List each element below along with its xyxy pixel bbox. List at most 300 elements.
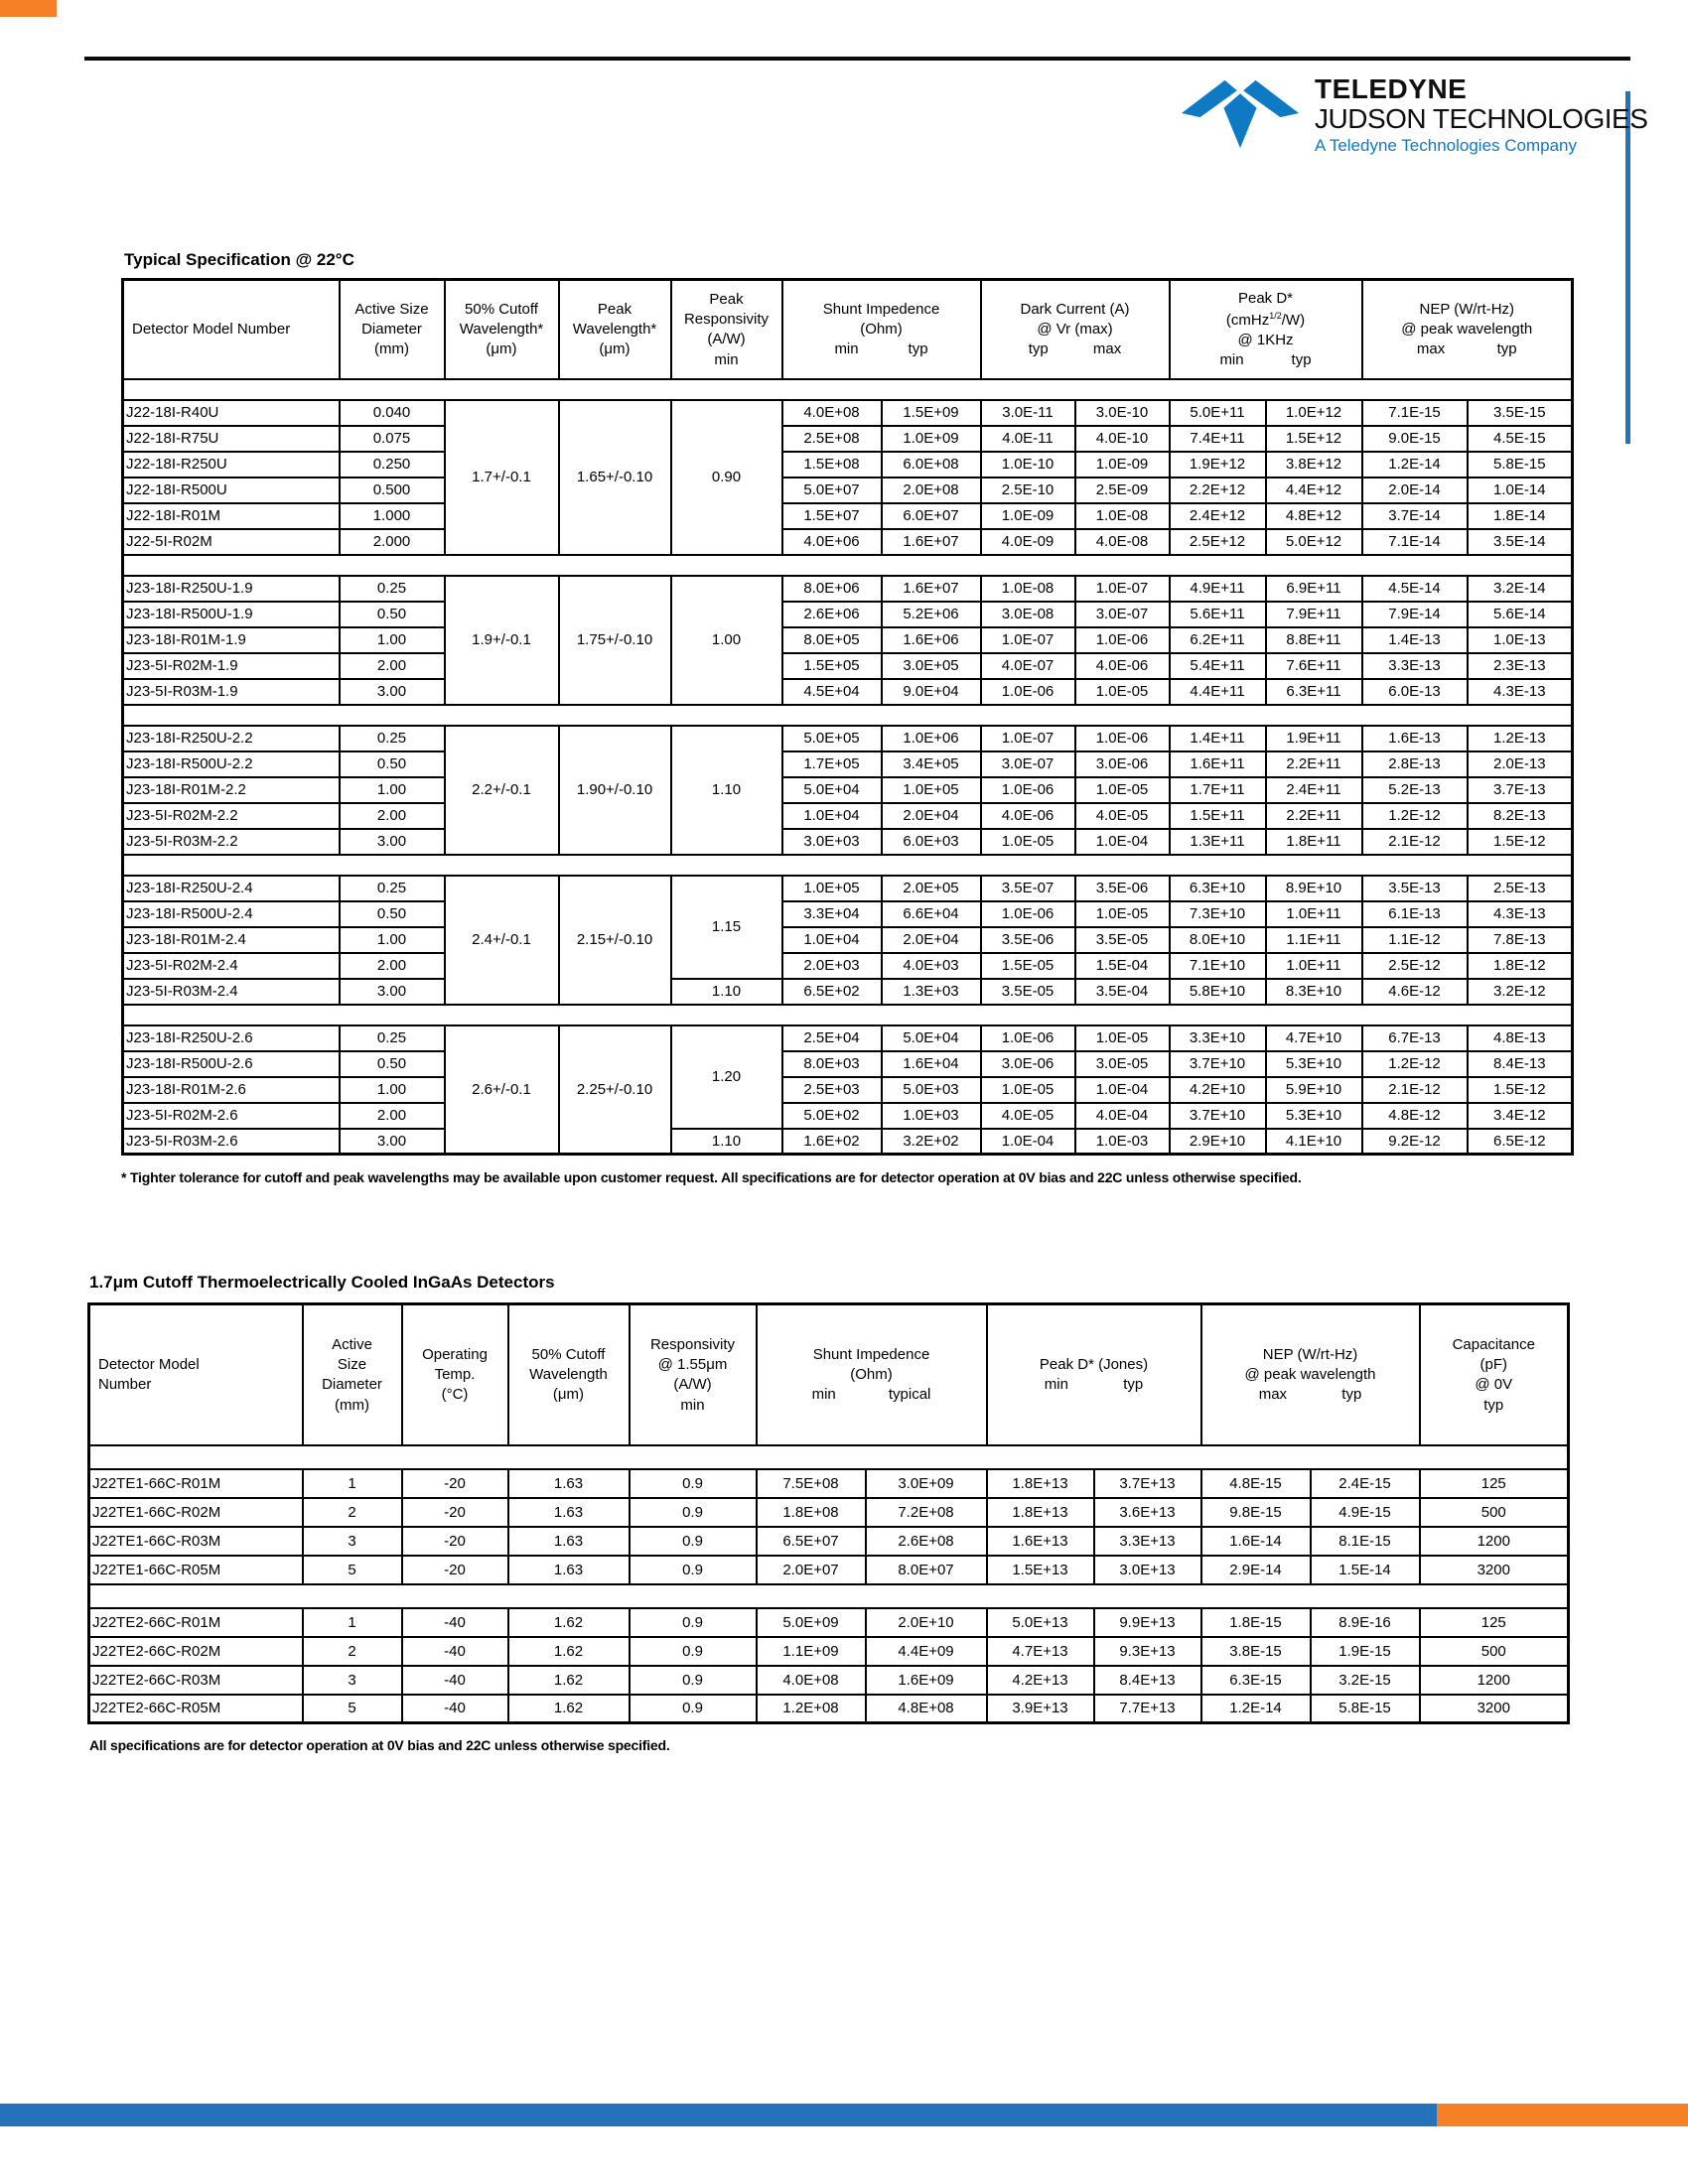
spec-table-row (123, 1077, 1573, 1103)
diameter-cell: 5 (303, 1695, 402, 1723)
diameter-cell: 2.00 (340, 953, 445, 979)
value-cell: 1.7E+11 (1170, 777, 1266, 803)
header-frag: (cmHz (1225, 311, 1270, 329)
value-cell: 4.5E+04 (782, 679, 882, 705)
value-cell: 5.6E+11 (1170, 602, 1266, 627)
value-cell: 1.0E-13 (1468, 627, 1573, 653)
diameter-cell: 1.000 (340, 503, 445, 529)
value-cell: 5.8E-15 (1311, 1695, 1420, 1723)
value-cell: 2.6E+08 (866, 1527, 987, 1556)
value-cell: 8.4E+13 (1094, 1666, 1201, 1695)
value-cell: 4.5E-15 (1468, 426, 1573, 452)
value-cell: 7.8E-13 (1468, 927, 1573, 953)
value-cell: 1.0E+05 (782, 876, 882, 901)
header-line: @ peak wavelength (1244, 1366, 1376, 1384)
value-cell: 5.0E+13 (987, 1608, 1094, 1637)
cutoff-wavelength-cell: 1.63 (508, 1527, 630, 1556)
value-cell: 7.4E+11 (1170, 426, 1266, 452)
header-line: NEP (W/rt-Hz) (1262, 1345, 1358, 1363)
value-cell: 6.2E+11 (1170, 627, 1266, 653)
cutoff-wavelength-cell: 1.62 (508, 1695, 630, 1723)
te-table-title: 1.7μm Cutoff Thermoelectrically Cooled InGaAs Detectors (89, 1273, 555, 1292)
value-cell: 5.3E+10 (1266, 1051, 1362, 1077)
value-cell: 1.6E+07 (882, 576, 981, 602)
diameter-cell: 3 (303, 1666, 402, 1695)
col-header-model (89, 1304, 303, 1445)
value-cell: 1.2E-14 (1201, 1695, 1311, 1723)
diameter-cell: 0.040 (340, 400, 445, 426)
value-cell: 3.7E-13 (1468, 777, 1573, 803)
responsivity-cell: 1.00 (671, 576, 782, 705)
cutoff-wavelength-cell: 1.62 (508, 1666, 630, 1695)
value-cell: 1.2E-12 (1362, 1051, 1468, 1077)
value-cell: 5.0E+04 (882, 1025, 981, 1051)
cutoff-wavelength-cell: 1.63 (508, 1498, 630, 1527)
value-cell: 7.5E+08 (757, 1469, 866, 1498)
value-cell: 1.8E+11 (1266, 829, 1362, 855)
value-cell: 4.8E-15 (1201, 1469, 1311, 1498)
value-cell: 1.2E-12 (1362, 803, 1468, 829)
responsivity-cell: 1.10 (671, 979, 782, 1005)
model-cell: J22-18I-R01M (123, 503, 340, 529)
value-cell: 5.0E+02 (782, 1103, 882, 1129)
group-gap-row (89, 1584, 1569, 1608)
value-cell: 4.8E+08 (866, 1695, 987, 1723)
value-cell: 8.3E+10 (1266, 979, 1362, 1005)
value-cell: 3.7E-14 (1362, 503, 1468, 529)
value-cell: 1.2E+08 (757, 1695, 866, 1723)
value-cell: 1.0E+04 (782, 927, 882, 953)
value-cell: 3.2E-15 (1311, 1666, 1420, 1695)
value-cell: 5.8E+10 (1170, 979, 1266, 1005)
responsivity-cell: 0.9 (630, 1527, 757, 1556)
value-cell: 4.0E+06 (782, 529, 882, 555)
value-cell: 6.0E+03 (882, 829, 981, 855)
value-cell: 1.0E-08 (981, 576, 1075, 602)
value-cell: 1.0E-14 (1468, 478, 1573, 503)
min-typical-labels (760, 1386, 984, 1403)
value-cell: 2.4E-15 (1311, 1469, 1420, 1498)
value-cell: 3.5E-06 (981, 927, 1075, 953)
value-cell: 1.0E-05 (1075, 901, 1170, 927)
value-cell: 2.9E+10 (1170, 1129, 1266, 1155)
header-line: 50% Cutoff (465, 300, 538, 318)
value-cell: 3.3E+04 (782, 901, 882, 927)
header-line: (μm) (486, 341, 517, 358)
value-cell: 6.5E+02 (782, 979, 882, 1005)
value-cell: 7.7E+13 (1094, 1695, 1201, 1723)
value-cell: 2.3E-13 (1468, 653, 1573, 679)
header-sub: max (1416, 341, 1446, 358)
col-header-operating-temp (402, 1304, 508, 1445)
col-header-cutoff (445, 280, 559, 379)
value-cell: 3.7E+13 (1094, 1469, 1201, 1498)
teledyne-arrow-icon (1182, 79, 1299, 149)
value-cell: 8.0E+10 (1170, 927, 1266, 953)
spec-table-row (123, 426, 1573, 452)
header-line: Peak (709, 290, 744, 308)
value-cell: 5.2E+06 (882, 602, 981, 627)
value-cell: 1.0E+06 (882, 726, 981, 751)
value-cell: 2.0E+08 (882, 478, 981, 503)
value-cell: 3.4E-12 (1468, 1103, 1573, 1129)
value-cell: 6.5E+07 (757, 1527, 866, 1556)
value-cell: 3200 (1420, 1556, 1569, 1584)
value-cell: 2.5E+08 (782, 426, 882, 452)
header-line: @ 1KHz (1237, 331, 1294, 348)
cutoff-wavelength-cell: 1.9+/-0.1 (445, 576, 559, 705)
value-cell: 1.0E-09 (1075, 452, 1170, 478)
value-cell: 1.0E-05 (1075, 1025, 1170, 1051)
value-cell: 2.6E+06 (782, 602, 882, 627)
value-cell: 2.0E+04 (882, 803, 981, 829)
value-cell: 1.5E+11 (1170, 803, 1266, 829)
logo-tagline: A Teledyne Technologies Company (1315, 136, 1577, 156)
diameter-cell: 3.00 (340, 979, 445, 1005)
value-cell: 2.0E+03 (782, 953, 882, 979)
value-cell: 1.0E+11 (1266, 901, 1362, 927)
typ-max-labels (984, 341, 1167, 357)
value-cell: 1.5E-05 (981, 953, 1075, 979)
value-cell: 3.0E-11 (981, 400, 1075, 426)
spec-table-row (123, 1051, 1573, 1077)
value-cell: 8.2E-13 (1468, 803, 1573, 829)
value-cell: 4.0E+03 (882, 953, 981, 979)
header-line: Responsivity (683, 311, 770, 328)
value-cell: 1.2E-13 (1468, 726, 1573, 751)
value-cell: 1.0E+09 (882, 426, 981, 452)
value-cell: 4.1E+10 (1266, 1129, 1362, 1155)
model-cell: J23-18I-R250U-2.4 (123, 876, 340, 901)
value-cell: 2.4E+11 (1266, 777, 1362, 803)
value-cell: 5.0E+03 (882, 1077, 981, 1103)
group-gap-row (123, 555, 1573, 576)
te-table-footnote: All specifications are for detector operation at 0V bias and 22C unless otherwise specified. (89, 1737, 670, 1753)
model-cell: J22-18I-R75U (123, 426, 340, 452)
value-cell: 3.5E-05 (1075, 927, 1170, 953)
value-cell: 3.6E+13 (1094, 1498, 1201, 1527)
header-sub: typ (908, 341, 928, 358)
header-line: (Ohm) (850, 1366, 893, 1384)
min-typ-labels (1173, 351, 1359, 368)
value-cell: 3.7E+10 (1170, 1103, 1266, 1129)
header-line: Temp. (434, 1366, 476, 1384)
value-cell: 4.4E+09 (866, 1637, 987, 1666)
model-cell: J22TE1-66C-R03M (89, 1527, 303, 1556)
header-line: Detector Model (98, 1356, 200, 1373)
value-cell: 3.8E-15 (1201, 1637, 1311, 1666)
value-cell: 4.0E+08 (782, 400, 882, 426)
col-header-model (123, 280, 340, 379)
model-cell: J23-18I-R01M-2.6 (123, 1077, 340, 1103)
col-header-nep (1201, 1304, 1420, 1445)
spec-table-row (123, 726, 1573, 751)
value-cell: 1.3E+03 (882, 979, 981, 1005)
group-gap-cell (123, 1005, 1573, 1025)
header-sub: typ (1341, 1386, 1362, 1404)
group-gap-row (123, 705, 1573, 726)
spec-table-row (123, 876, 1573, 901)
diameter-cell: 0.50 (340, 602, 445, 627)
value-cell: 1.0E-07 (981, 726, 1075, 751)
spec-table-row (123, 901, 1573, 927)
cutoff-wavelength-cell: 1.62 (508, 1637, 630, 1666)
header-line: Shunt Impedence (822, 300, 940, 318)
te-header-row (89, 1304, 1569, 1445)
model-cell: J23-5I-R02M-2.6 (123, 1103, 340, 1129)
value-cell: 5.0E+11 (1170, 400, 1266, 426)
value-cell: 1.6E+13 (987, 1527, 1094, 1556)
value-cell: 1.6E+04 (882, 1051, 981, 1077)
operating-temp-cell: -40 (402, 1608, 508, 1637)
value-cell: 3.5E-04 (1075, 979, 1170, 1005)
value-cell: 1.5E+08 (782, 452, 882, 478)
header-line: Size (337, 1356, 367, 1373)
value-cell: 1.5E-14 (1311, 1556, 1420, 1584)
value-cell: 1.8E+13 (987, 1498, 1094, 1527)
diameter-cell: 2 (303, 1637, 402, 1666)
value-cell: 1.0E+12 (1266, 400, 1362, 426)
value-cell: 7.6E+11 (1266, 653, 1362, 679)
value-cell: 1.0E-06 (981, 679, 1075, 705)
header-line: @ 0V (1475, 1376, 1513, 1394)
model-cell: J22-18I-R250U (123, 452, 340, 478)
spec-table-row (123, 1129, 1573, 1155)
cutoff-wavelength-cell: 1.63 (508, 1556, 630, 1584)
value-cell: 6.0E-13 (1362, 679, 1468, 705)
value-cell: 4.7E+13 (987, 1637, 1094, 1666)
value-cell: 1.5E-12 (1468, 829, 1573, 855)
col-header-peak-wavelength (559, 280, 671, 379)
value-cell: 1.8E+08 (757, 1498, 866, 1527)
spec-header-row (123, 280, 1573, 379)
value-cell: 3.0E+05 (882, 653, 981, 679)
value-cell: 3.0E-08 (981, 602, 1075, 627)
value-cell: 1.5E+12 (1266, 426, 1362, 452)
max-typ-labels (1204, 1386, 1417, 1403)
spec-table-row (123, 400, 1573, 426)
value-cell: 7.9E-14 (1362, 602, 1468, 627)
value-cell: 9.3E+13 (1094, 1637, 1201, 1666)
value-cell: 9.8E-15 (1201, 1498, 1311, 1527)
value-cell: 7.1E+10 (1170, 953, 1266, 979)
logo-text (1315, 75, 1647, 158)
value-cell: 3200 (1420, 1695, 1569, 1723)
value-cell: 3.8E+12 (1266, 452, 1362, 478)
operating-temp-cell: -20 (402, 1527, 508, 1556)
model-cell: J23-5I-R03M-2.2 (123, 829, 340, 855)
value-cell: 1.6E+07 (882, 529, 981, 555)
cutoff-wavelength-cell: 2.2+/-0.1 (445, 726, 559, 855)
value-cell: 1.6E+09 (866, 1666, 987, 1695)
value-cell: 3.0E-10 (1075, 400, 1170, 426)
value-cell: 2.0E+04 (882, 927, 981, 953)
value-cell: 8.9E+10 (1266, 876, 1362, 901)
value-cell: 1.5E-04 (1075, 953, 1170, 979)
value-cell: 1.1E+11 (1266, 927, 1362, 953)
header-line: Operating (422, 1345, 488, 1363)
value-cell: 5.8E-15 (1468, 452, 1573, 478)
spec-table-row (123, 653, 1573, 679)
value-cell: 1.0E-06 (981, 1025, 1075, 1051)
value-cell: 1.4E-13 (1362, 627, 1468, 653)
value-cell: 2.9E-14 (1201, 1556, 1311, 1584)
value-cell: 2.5E+12 (1170, 529, 1266, 555)
spec-table-row (123, 1025, 1573, 1051)
model-cell: J23-18I-R01M-1.9 (123, 627, 340, 653)
header-sub: min (1044, 1376, 1068, 1394)
header-sup: 1/2 (1269, 310, 1282, 321)
value-cell: 500 (1420, 1637, 1569, 1666)
model-cell: J22TE2-66C-R02M (89, 1637, 303, 1666)
value-cell: 2.5E-10 (981, 478, 1075, 503)
value-cell: 6.1E-13 (1362, 901, 1468, 927)
value-cell: 1.0E+11 (1266, 953, 1362, 979)
value-cell: 7.2E+08 (866, 1498, 987, 1527)
value-cell: 5.2E-13 (1362, 777, 1468, 803)
value-cell: 1.6E+06 (882, 627, 981, 653)
diameter-cell: 0.500 (340, 478, 445, 503)
value-cell: 3.7E+10 (1170, 1051, 1266, 1077)
header-sub: typ (1123, 1376, 1144, 1394)
model-cell: J23-18I-R250U-2.2 (123, 726, 340, 751)
te-table-row (89, 1498, 1569, 1527)
max-typ-labels (1365, 341, 1570, 357)
diameter-cell: 0.50 (340, 901, 445, 927)
value-cell: 4.8E-12 (1362, 1103, 1468, 1129)
model-cell: J22-18I-R500U (123, 478, 340, 503)
header-line: min (714, 350, 739, 368)
value-cell: 1.6E-14 (1201, 1527, 1311, 1556)
col-header-capacitance (1420, 1304, 1569, 1445)
value-cell: 3.5E-05 (981, 979, 1075, 1005)
diameter-cell: 3 (303, 1527, 402, 1556)
value-cell: 4.0E-05 (981, 1103, 1075, 1129)
header-line: (mm) (374, 341, 409, 358)
value-cell: 3.0E-06 (981, 1051, 1075, 1077)
typical-specification-table (121, 278, 1574, 1156)
responsivity-cell: 1.10 (671, 726, 782, 855)
te-table-row (89, 1637, 1569, 1666)
value-cell: 1.0E+04 (782, 803, 882, 829)
value-cell: 1.7E+05 (782, 751, 882, 777)
responsivity-cell: 1.15 (671, 876, 782, 979)
value-cell: 4.9E+11 (1170, 576, 1266, 602)
header-sub: min (811, 1386, 836, 1404)
operating-temp-cell: -20 (402, 1556, 508, 1584)
te-cooled-detectors-table (87, 1302, 1570, 1724)
value-cell: 1.9E+12 (1170, 452, 1266, 478)
cutoff-wavelength-cell: 1.7+/-0.1 (445, 400, 559, 555)
diameter-cell: 0.250 (340, 452, 445, 478)
value-cell: 9.0E-15 (1362, 426, 1468, 452)
value-cell: 1.0E-06 (981, 901, 1075, 927)
model-cell: J23-18I-R01M-2.4 (123, 927, 340, 953)
header-line: NEP (W/rt-Hz) (1419, 300, 1515, 318)
value-cell: 4.4E+11 (1170, 679, 1266, 705)
cutoff-wavelength-cell: 1.63 (508, 1469, 630, 1498)
value-cell: 1200 (1420, 1666, 1569, 1695)
diameter-cell: 2 (303, 1498, 402, 1527)
value-cell: 4.2E+10 (1170, 1077, 1266, 1103)
diameter-cell: 0.075 (340, 426, 445, 452)
diameter-cell: 0.50 (340, 1051, 445, 1077)
header-line: 50% Cutoff (531, 1345, 606, 1363)
value-cell: 4.0E-04 (1075, 1103, 1170, 1129)
diameter-cell: 1.00 (340, 1077, 445, 1103)
header-frag: /W) (1281, 311, 1306, 329)
value-cell: 1.9E-15 (1311, 1637, 1420, 1666)
value-cell: 3.3E-13 (1362, 653, 1468, 679)
col-header-peak-dstar (987, 1304, 1201, 1445)
value-cell: 4.3E-13 (1468, 679, 1573, 705)
group-gap-cell (89, 1445, 1569, 1469)
value-cell: 6.0E+08 (882, 452, 981, 478)
model-cell: J23-5I-R02M-2.2 (123, 803, 340, 829)
peak-wavelength-cell: 1.75+/-0.10 (559, 576, 671, 705)
responsivity-cell: 0.9 (630, 1608, 757, 1637)
peak-wavelength-cell: 2.15+/-0.10 (559, 876, 671, 1005)
value-cell: 5.6E-14 (1468, 602, 1573, 627)
value-cell: 2.5E+04 (782, 1025, 882, 1051)
header-sub: max (1258, 1386, 1288, 1404)
header-line: Dark Current (A) (1020, 300, 1130, 318)
value-cell: 1.0E-04 (1075, 829, 1170, 855)
group-gap-cell (123, 555, 1573, 576)
value-cell: 4.8E-13 (1468, 1025, 1573, 1051)
value-cell: 1200 (1420, 1527, 1569, 1556)
value-cell: 2.4E+12 (1170, 503, 1266, 529)
value-cell: 4.0E-08 (1075, 529, 1170, 555)
value-cell: 5.0E+07 (782, 478, 882, 503)
value-cell: 3.3E+10 (1170, 1025, 1266, 1051)
spec-table-row (123, 777, 1573, 803)
value-cell: 500 (1420, 1498, 1569, 1527)
value-cell: 1.8E-15 (1201, 1608, 1311, 1637)
diameter-cell: 1.00 (340, 627, 445, 653)
header-line: Wavelength* (459, 321, 544, 339)
value-cell: 3.4E+05 (882, 751, 981, 777)
group-gap-cell (123, 855, 1573, 876)
spec-table-row (123, 576, 1573, 602)
value-cell: 4.0E+08 (757, 1666, 866, 1695)
operating-temp-cell: -20 (402, 1469, 508, 1498)
value-cell: 2.2E+11 (1266, 803, 1362, 829)
header-line: Diameter (322, 1376, 382, 1394)
col-header-active-size (303, 1304, 402, 1445)
header-line: (μm) (552, 1386, 585, 1404)
value-cell: 1.9E+11 (1266, 726, 1362, 751)
header-line: (Ohm) (860, 321, 903, 339)
value-cell: 1.0E-04 (1075, 1077, 1170, 1103)
diameter-cell: 3.00 (340, 1129, 445, 1155)
value-cell: 2.0E-14 (1362, 478, 1468, 503)
spec-table-title: Typical Specification @ 22°C (124, 250, 354, 269)
diameter-cell: 2.00 (340, 653, 445, 679)
value-cell: 4.0E-10 (1075, 426, 1170, 452)
header-sub: typ (1291, 351, 1312, 368)
te-table-row (89, 1556, 1569, 1584)
value-cell: 2.5E-12 (1362, 953, 1468, 979)
diameter-cell: 3.00 (340, 679, 445, 705)
spec-table-row (123, 503, 1573, 529)
model-cell: J23-5I-R02M-2.4 (123, 953, 340, 979)
value-cell: 2.0E-13 (1468, 751, 1573, 777)
header-line: min (680, 1396, 705, 1414)
value-cell: 1.4E+11 (1170, 726, 1266, 751)
value-cell: 1.0E-06 (1075, 726, 1170, 751)
value-cell: 3.5E-14 (1468, 529, 1573, 555)
